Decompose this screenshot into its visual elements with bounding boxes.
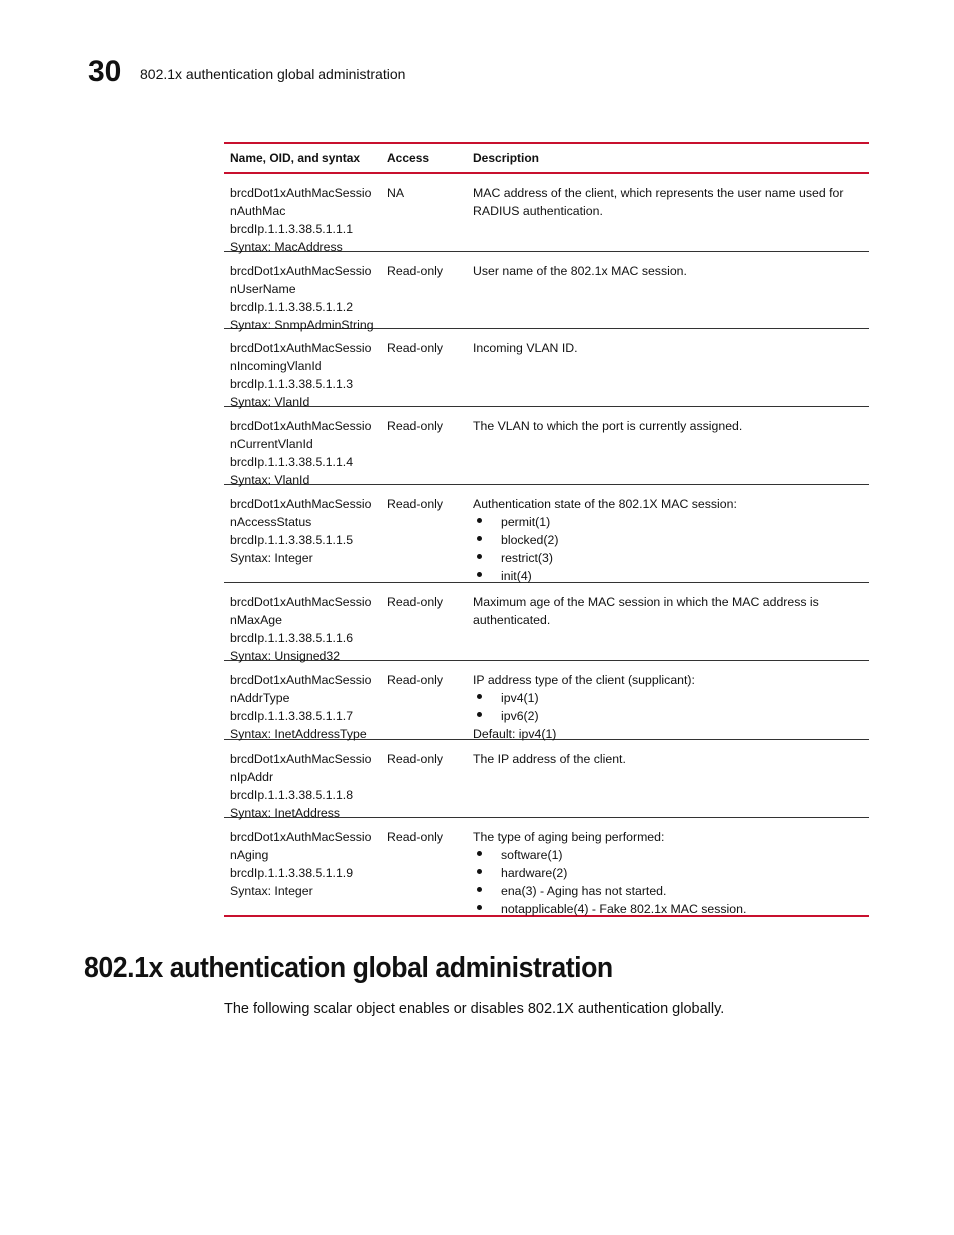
cell-access: Read-only [387, 419, 444, 433]
cell-description [467, 669, 869, 739]
cell-name-oid-syntax [224, 748, 381, 820]
cell-description [467, 337, 869, 406]
name-line: brcdDot1xAuthMacSessio [230, 830, 372, 844]
bullet-item: ipv6(2) [473, 707, 859, 725]
table-row [224, 485, 869, 583]
cell-name-oid-syntax [224, 182, 381, 254]
column-header-access: Access [387, 151, 430, 165]
name-line: brcdIp.1.1.3.38.5.1.1.5 [230, 533, 354, 547]
name-line: brcdIp.1.1.3.38.5.1.1.9 [230, 866, 354, 880]
name-line: brcdDot1xAuthMacSessio [230, 497, 372, 511]
cell-description [467, 260, 869, 328]
name-line: nIncomingVlanId [230, 359, 322, 373]
name-line: brcdIp.1.1.3.38.5.1.1.2 [230, 300, 354, 314]
table-header [224, 144, 869, 174]
cell-name-oid-syntax [224, 337, 381, 409]
name-line: nIpAddr [230, 770, 274, 784]
cell-description [467, 591, 869, 660]
chapter-number: 30 [88, 55, 122, 88]
cell-access: Read-only [387, 264, 444, 278]
bullet-list [473, 513, 859, 585]
table-row [224, 252, 869, 332]
name-line: brcdIp.1.1.3.38.5.1.1.1 [230, 222, 354, 236]
description-text: User name of the 802.1x MAC session. [473, 264, 687, 278]
name-line: brcdIp.1.1.3.38.5.1.1.8 [230, 788, 354, 802]
bullet-item: software(1) [473, 846, 859, 864]
description-text: MAC address of the client, which represents the user name used for RADIUS authentication. [473, 186, 844, 218]
name-line: nAccessStatus [230, 515, 312, 529]
name-line: Syntax: Integer [230, 884, 313, 898]
description-text: Authentication state of the 802.1X MAC session: [473, 497, 737, 511]
column-header-description: Description [473, 151, 540, 165]
name-line: Syntax: MacAddress [230, 240, 343, 254]
table-body [224, 174, 869, 915]
name-line: brcdDot1xAuthMacSessio [230, 752, 372, 766]
description-text: IP address type of the client (supplicant): [473, 673, 695, 687]
section-body-text: The following scalar object enables or disables 802.1X authentication globally. [224, 1001, 725, 1017]
cell-description [467, 182, 869, 251]
name-line: Syntax: VlanId [230, 395, 310, 409]
name-line: Syntax: SnmpAdminString [230, 318, 374, 332]
name-line: nAuthMac [230, 204, 286, 218]
cell-name-oid-syntax [224, 415, 381, 487]
bullet-item: notapplicable(4) - Fake 802.1x MAC session. [473, 900, 859, 918]
bullet-item: hardware(2) [473, 864, 859, 882]
name-line: brcdIp.1.1.3.38.5.1.1.7 [230, 709, 354, 723]
name-line: Syntax: InetAddressType [230, 727, 367, 741]
description-text: The VLAN to which the port is currently assigned. [473, 419, 743, 433]
chapter-title: 802.1x authentication global administration [140, 66, 406, 82]
bullet-item: blocked(2) [473, 531, 859, 549]
name-line: brcdDot1xAuthMacSessio [230, 186, 372, 200]
cell-name-oid-syntax [224, 260, 381, 332]
mib-object-table [224, 142, 869, 917]
cell-access: NA [387, 186, 405, 200]
bullet-item: ipv4(1) [473, 689, 859, 707]
bullet-item: restrict(3) [473, 549, 859, 567]
bullet-list [473, 689, 859, 725]
name-line: brcdDot1xAuthMacSessio [230, 419, 372, 433]
bullet-item: init(4) [473, 567, 859, 585]
cell-access: Read-only [387, 752, 444, 766]
name-line: brcdIp.1.1.3.38.5.1.1.4 [230, 455, 354, 469]
cell-name-oid-syntax [224, 826, 381, 915]
name-line: Syntax: Integer [230, 551, 313, 565]
bullet-item: permit(1) [473, 513, 859, 531]
cell-name-oid-syntax [224, 669, 381, 739]
description-text: The IP address of the client. [473, 752, 626, 766]
name-line: Syntax: InetAddress [230, 806, 341, 820]
cell-description [467, 493, 869, 582]
name-line: brcdDot1xAuthMacSessio [230, 673, 372, 687]
name-line: Syntax: Unsigned32 [230, 649, 341, 663]
cell-description [467, 415, 869, 484]
column-header-name: Name, OID, and syntax [230, 151, 361, 165]
table-row [224, 329, 869, 407]
table-row [224, 583, 869, 661]
cell-description [467, 826, 869, 915]
name-line: nCurrentVlanId [230, 437, 313, 451]
table-row [224, 661, 869, 740]
table-row [224, 174, 869, 252]
table-row [224, 740, 869, 818]
cell-name-oid-syntax [224, 493, 381, 582]
cell-access: Read-only [387, 341, 444, 355]
name-line: brcdDot1xAuthMacSessio [230, 595, 372, 609]
name-line: brcdIp.1.1.3.38.5.1.1.3 [230, 377, 354, 391]
description-text: The type of aging being performed: [473, 830, 665, 844]
name-line: brcdDot1xAuthMacSessio [230, 341, 372, 355]
cell-access: Read-only [387, 595, 444, 609]
name-line: nAging [230, 848, 269, 862]
name-line: nMaxAge [230, 613, 282, 627]
name-line: nUserName [230, 282, 296, 296]
table-row [224, 818, 869, 915]
cell-access: Read-only [387, 497, 444, 511]
cell-name-oid-syntax [224, 591, 381, 663]
name-line: brcdDot1xAuthMacSessio [230, 264, 372, 278]
description-default: Default: ipv4(1) [473, 727, 557, 741]
cell-access: Read-only [387, 830, 444, 844]
name-line: Syntax: VlanId [230, 473, 310, 487]
description-text: Maximum age of the MAC session in which the MAC address is authenticated. [473, 595, 819, 627]
description-text: Incoming VLAN ID. [473, 341, 578, 355]
name-line: brcdIp.1.1.3.38.5.1.1.6 [230, 631, 354, 645]
bullet-item: ena(3) - Aging has not started. [473, 882, 859, 900]
name-line: nAddrType [230, 691, 290, 705]
cell-access: Read-only [387, 673, 444, 687]
cell-description [467, 748, 869, 817]
table-row [224, 407, 869, 485]
section-heading: 802.1x authentication global administration [84, 952, 613, 984]
bullet-list [473, 846, 859, 918]
